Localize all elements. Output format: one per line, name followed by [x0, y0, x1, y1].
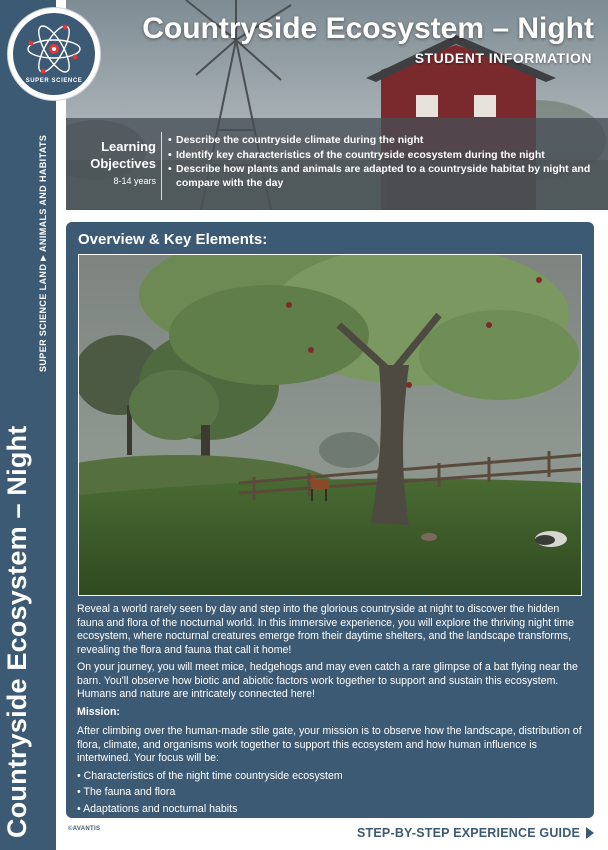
divider [161, 132, 162, 200]
page-subtitle: STUDENT INFORMATION [414, 50, 592, 66]
overview-panel [66, 222, 594, 818]
focus-list [77, 770, 585, 816]
learning-objectives [66, 118, 608, 210]
hedgehog-icon [421, 533, 437, 541]
night-countryside-scene [79, 255, 581, 595]
objective-item: • Describe the countryside climate during the night [168, 134, 600, 148]
step-by-step-guide-link[interactable] [357, 826, 594, 840]
overview-paragraph: Reveal a world rarely seen by day and step into the glorious countryside at night to discover the hidden fauna and flora of the nocturnal world. In this immersive experience, you will explore the thriving night time ecosystem, where nocturnal creatures emerge from their daytime shelters, and the landscape transforms, revealing the flora and fauna that call it home! [77, 603, 574, 656]
logo-text: SUPER SCIENCE [25, 78, 83, 84]
page-title: Countryside Ecosystem – Night [142, 12, 594, 45]
sidebar-brand: SUPER SCIENCE LAND [38, 263, 48, 372]
overview-title: Overview & Key Elements: [78, 231, 268, 248]
hero-banner [66, 0, 608, 210]
focus-item: • Adaptations and nocturnal habits [77, 803, 585, 816]
sidebar-divider [56, 0, 66, 850]
age-range: 8-14 years [113, 176, 156, 186]
overview-paragraph: On your journey, you will meet mice, hedgehogs and may even catch a rare glimpse of a bat flying near the barn. You'll observe how biotic and abiotic factors work together to support and sustain this ecosystem. Humans and nature are intricately connected here! [77, 661, 578, 700]
mission-label: Mission: [77, 705, 120, 718]
copyright: ©AVANTIS [68, 826, 101, 832]
triangle-right-icon [586, 827, 594, 839]
objectives-list [168, 134, 600, 191]
focus-item: • Characteristics of the night time countryside ecosystem [77, 770, 585, 783]
guide-link-label: STEP-BY-STEP EXPERIENCE GUIDE [357, 826, 580, 840]
objective-item: • Identify key characteristics of the countryside ecosystem during the night [168, 149, 600, 163]
super-science-logo [8, 8, 100, 100]
scene-image [78, 254, 582, 596]
sidebar [0, 0, 56, 850]
learning-objectives-label: Learning Objectives [90, 139, 156, 171]
sidebar-title: Countryside Ecosystem – Night [2, 425, 32, 838]
mission-text: After climbing over the human-made stile gate, your mission is to observe how the landscape, distribution of flora, climate, and organisms work together to support this ecosystem and how human influence is intertwined. Your focus will be: [77, 725, 582, 764]
focus-item: • The fauna and flora [77, 786, 585, 799]
overview-body [77, 603, 585, 819]
objective-item: • Describe how plants and animals are adapted to a countryside habitat by night and compare with the day [168, 163, 600, 190]
triangle-right-icon: ▶ [40, 254, 47, 261]
sidebar-section: ANIMALS AND HABITATS [38, 134, 48, 252]
sidebar-breadcrumb [38, 135, 48, 372]
